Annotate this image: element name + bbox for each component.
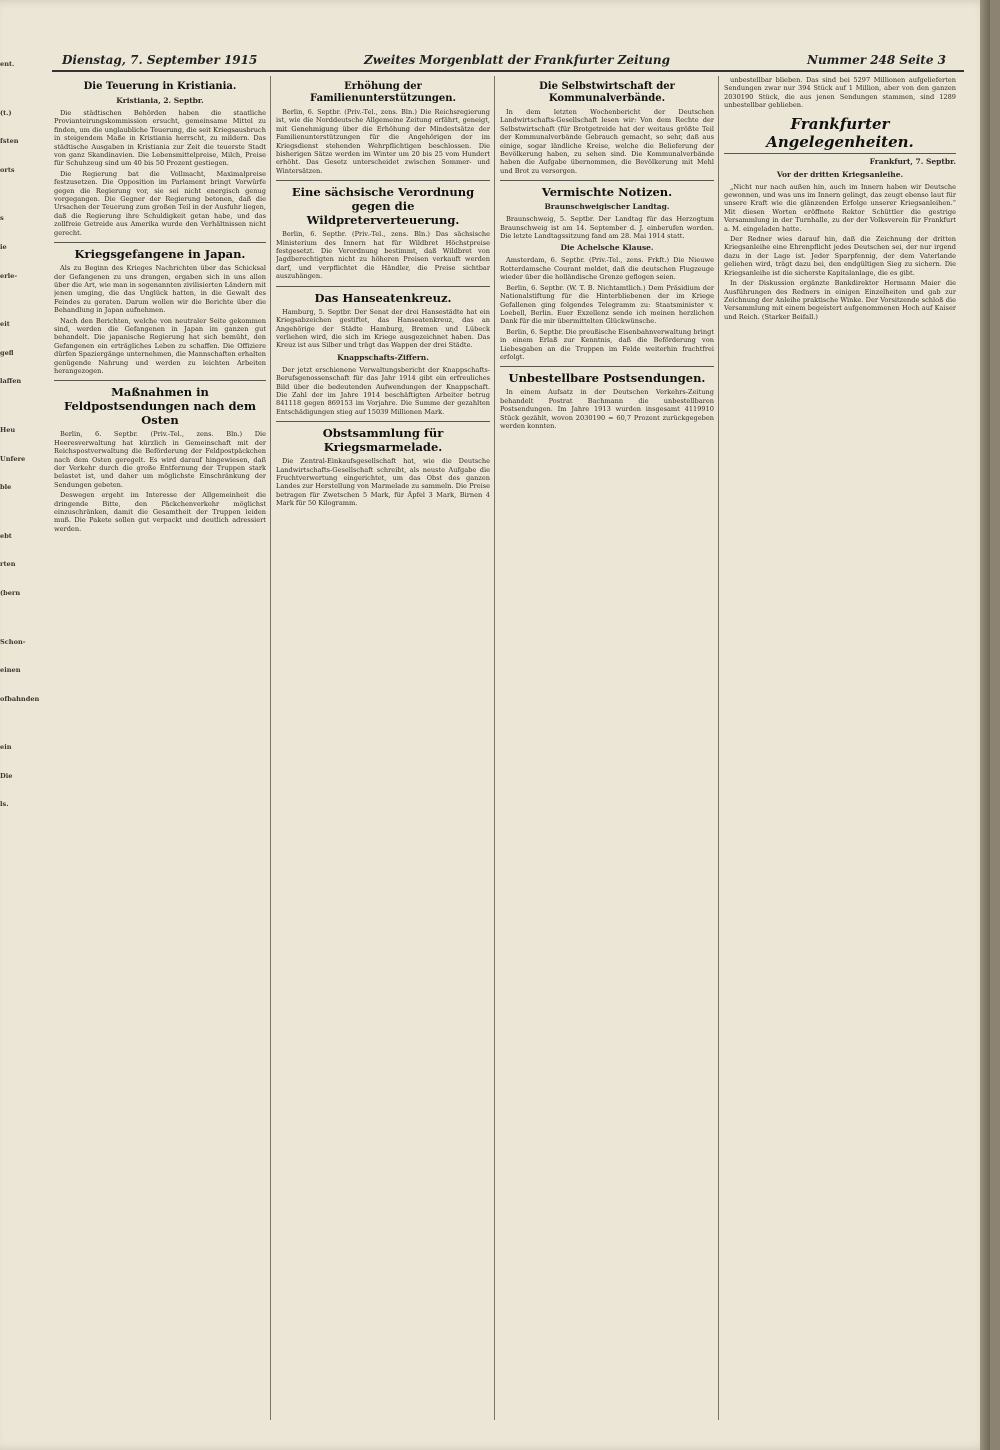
stub-fragment: Unfere bbox=[0, 454, 26, 463]
article-text: Die städtischen Behörden haben die staatliche Provianteirungskommission ersucht, gemeinsame Mittel zu finden, um die unglaubliche Teuerung, die seit Kriegsausbruch in steigendem Maße in Kristiania herrscht, zu mildern. Das städtische Ausgaben in Kristiania zur Zeit die teuerste Stadt von ganz Skandinavien. Die Lebensmittelpreise, Milch, Preise für Schuhzeug sind um 40 bis 50 Prozent gestiegen. bbox=[54, 109, 266, 168]
stub-fragment: ie bbox=[0, 242, 7, 251]
article-text: In dem letzten Wochenbericht der Deutschen Landwirtschafts-Gesellschaft lesen wir: Von dem Rechte der Selbstwirtschaft (für Brotgetreide hat der weitaus größte Teil der Kommunalverbände Gebrauch gemacht, so sehr, daß aus einige, sogar ländliche Kreise, welche die Belieferung der Bevölkerung haben, zu sehen sind. Die Kommunalverbände haben die Aufgabe übernommen, die Bevölkerung mit Mehl und Brot zu versorgen. bbox=[500, 108, 714, 175]
stub-fragment: gefl bbox=[0, 348, 14, 357]
article-heading: Erhöhung der Familienunterstützungen. bbox=[310, 81, 456, 104]
header-masthead: Zweites Morgenblatt der Frankfurter Zeitung bbox=[364, 53, 670, 67]
dateline: Kristiania, 2. Septbr. bbox=[116, 96, 204, 105]
header-rule bbox=[52, 70, 964, 72]
article-subheading: Knappschafts-Ziffern. bbox=[337, 352, 429, 362]
stub-fragment: Schon- bbox=[0, 637, 26, 646]
section-heading: Frankfurter Angelegenheiten. bbox=[724, 115, 956, 154]
column-4 bbox=[724, 76, 956, 1420]
stub-fragment: einen bbox=[0, 666, 21, 675]
article-heading: Kriegsgefangene in Japan. bbox=[54, 242, 266, 261]
article-heading: Das Hanseatenkreuz. bbox=[276, 286, 490, 305]
article-text: Berlin, 6. Septbr. (W. T. B. Nichtamtlich.) Dem Präsidium der Nationalstiftung für die Hinterbliebenen der im Kriege Gefallenen ging folgendes Telegramm zu: Staatsminister v. Loebell, Berlin. Euer Exzellenz sende ich meinen herzlichen Dank für die mir übermittelten Glückwünsche. bbox=[500, 283, 714, 326]
article-text: unbestellbar blieben. Das sind bei 5297 Millionen aufgelieferten Sendungen zwar nur 394 Stück auf 1 Million, aber von den ganzen 2030190 Stück, die aus jenen Sendungen stammen, sind 1289 unbestellbar geblieben. bbox=[724, 76, 956, 110]
stub-fragment: Heu bbox=[0, 425, 16, 434]
article-subheading: Braunschweigischer Landtag. bbox=[544, 202, 670, 212]
article-text: Berlin, 6. Septbr. (Priv.-Tel., zens. Bln.) Die Reichsregierung ist, wie die Norddeutsche Allgemeine Zeitung erfährt, geneigt, mit Genehmigung über die Erhöhung der Mindestsätze der Familienunterstützungen für die Angehörigen der im Kriegsdienst stehenden Wehrpflichtigen beschlossen. Die bisherigen Sätze werden im Winter um 20 bis 25 vom Hundert erhöht. Das Gesetz unterscheidet zwischen Sommer- und Wintersätzen. bbox=[276, 108, 490, 175]
column-divider bbox=[718, 76, 719, 1420]
article-text: Der Redner wies darauf hin, daß die Zeichnung der dritten Kriegsanleihe eine Ehrenpflicht jedes Deutschen sei, der nur irgend dazu in der Lage ist. Jeder Sparpfennig, der dem Vaterlande geliehen wird, trägt dazu bei, den endgültigen Sieg zu sichern. Die Kriegsanleihe ist die sicherste Kapitalanlage, die es gibt. bbox=[724, 235, 956, 277]
stub-fragment: ent. bbox=[0, 60, 15, 68]
article-text: Der jetzt erschienene Verwaltungsbericht der Knappschafts-Berufsgenossenschaft für das Jahr 1914 gibt ein erfreuliches Bild über die bedeutenden Aufwendungen der Knappschaft. Die Zahl der im Jahre 1914 beschäftigten Arbeiter betrug 841118 gegen 869153 im Vorjahre. Die Summe der gezahlten Entschädigungen stieg auf 15039 Millionen Mark. bbox=[276, 365, 490, 416]
header-date: Dienstag, 7. September 1915 bbox=[62, 53, 258, 67]
article-text: Deswegen ergeht im Interesse der Allgemeinheit die dringende Bitte, den Päckchenverkehr möglichst einzuschränken, damit die Gesamtheit der Truppen leiden muß. Die Pakete sollen gut verpackt und deutlich adressiert werden. bbox=[54, 491, 266, 533]
article-heading: Die Teuerung in Kristiania. bbox=[83, 81, 237, 92]
stub-fragment: orts bbox=[0, 165, 15, 174]
stub-fragment: Die bbox=[0, 771, 13, 780]
dateline: Frankfurt, 7. Septbr. bbox=[869, 156, 956, 166]
article-text: Berlin, 6. Septbr. Die preußische Eisenbahnverwaltung bringt in einem Erlaß zur Kenntnis, daß die Beförderung von Liebesgaben an die Truppen im Felde weiterhin frachtfrei erfolgt. bbox=[500, 327, 714, 361]
article-heading: Maßnahmen in Feldpostsendungen nach dem Osten bbox=[54, 380, 266, 427]
article-subheading: Die Achelsche Klause. bbox=[560, 243, 654, 253]
column-3 bbox=[500, 76, 714, 1420]
column-2 bbox=[276, 76, 490, 1420]
column-1 bbox=[54, 76, 266, 1420]
stub-fragment: ebt bbox=[0, 531, 12, 540]
article-heading: Die Selbstwirtschaft der Kommunalverbände. bbox=[539, 81, 675, 104]
article-text: Berlin, 6. Septbr. (Priv.-Tel., zens. Bln.) Die Heeresverwaltung hat kürzlich in Gemeinschaft mit der Reichspostverwaltung die Beförderung der Feldpostpäckchen nach dem Osten geregelt. Es wird darauf hingewiesen, daß der Verkehr durch die große Entfernung der Truppen stark belastet ist, und daher um möglichste Einschränkung der Sendungen gebeten. bbox=[54, 430, 266, 489]
stub-fragment: eit bbox=[0, 320, 10, 329]
article-text: In der Diskussion ergänzte Bankdirektor Hermann Maier die Ausführungen des Redners in einigen Einzelheiten und gab zur Zeichnung der Anleihe praktische Winke. Der Vorsitzende schloß die Versammlung mit einem begeistert aufgenommenen Hoch auf Kaiser und Reich. (Starker Beifall.) bbox=[724, 279, 956, 321]
stub-fragment: ls. bbox=[0, 800, 9, 809]
article-text: Amsterdam, 6. Septbr. (Priv.-Tel., zens. Frkft.) Die Nieuwe Rotterdamsche Courant meldet, daß die deutschen Flugzeuge wieder über die holländische Grenze geflogen seien. bbox=[500, 256, 714, 282]
stub-fragment: s bbox=[0, 214, 4, 223]
stub-fragment: ofbahnden bbox=[0, 694, 40, 703]
article-text: Die Zentral-Einkaufsgesellschaft hat, wie die Deutsche Landwirtschafts-Gesellschaft schreibt, als neuste Aufgabe die Fruchtverwertung eingerichtet, um das Obst des ganzen Landes zur Herstellung von Marmelade zu sammeln. Die Preise betragen für Zwetschen 5 Mark, für Äpfel 3 Mark, Birnen 4 Mark für 50 Kilogramm. bbox=[276, 457, 490, 508]
stub-fragment: ble bbox=[0, 483, 12, 492]
stub-fragment: laffen bbox=[0, 377, 22, 386]
article-text: „Nicht nur nach außen hin, auch im Innern haben wir Deutsche gewonnen, und was uns im Innern gelingt, das zeugt ebenso laut für unsere Kraft wie die glänzenden Erfolge unserer Kriegsanleihen.“ Mit diesen Worten eröffnete Rektor Schüttler die gestrige Versammlung in der Turnhalle, zu der der Volksverein für Frankfurt a. M. eingeladen hatte. bbox=[724, 182, 956, 233]
article-heading: Vermischte Notizen. bbox=[500, 180, 714, 199]
article-heading: Obstsammlung für Kriegsmarmelade. bbox=[276, 421, 490, 454]
column-divider bbox=[270, 76, 271, 1420]
article-text: In einem Aufsatz in der Deutschen Verkehrs-Zeitung behandelt Postrat Bachmann die unbestellbaren Postsendungen. Im Jahre 1913 wurden insgesamt 4119910 Stück gezählt, wovon 2030190 = 60,7 Prozent zurückgegeben werden konnten. bbox=[500, 388, 714, 430]
article-text: Hamburg, 5. Septbr. Der Senat der drei Hansestädte hat ein Kriegsabzeichen gestiftet, das Hanseatenkreuz, das an Angehörige der Städte Hamburg, Bremen und Lübeck verliehen wird, die sich im Kriege ausgezeichnet haben. Das Kreuz ist aus Silber und trägt das Wappen der drei Städte. bbox=[276, 307, 490, 350]
stub-fragment: fsten bbox=[0, 137, 19, 146]
stub-fragment: (t.) bbox=[0, 108, 12, 117]
article-text: Berlin, 6. Septbr. (Priv.-Tel., zens. Bln.) Das sächsische Ministerium des Innern hat für Wildbret Höchstpreise festgesetzt. Die Verordnung bestimmt, daß Wildbret von Jagdberechtigten nicht zu höheren Preisen verkauft werden darf, und verpflichtet die Händler, die Preise sichtbar auszuhängen. bbox=[276, 230, 490, 281]
article-text: Als zu Beginn des Krieges Nachrichten über das Schicksal der Gefangenen zu uns drangen, ergaben sich in uns allen über die Art, wie man in sogenannten zivilisierten Ländern mit jenen umging, die das Unglück hatten, in die Gewalt des Feindes zu geraten. Darum wollen wir die Berichte über die Behandlung in Japan aufnehmen. bbox=[54, 264, 266, 315]
left-page-stub bbox=[0, 60, 40, 1430]
stub-fragment: erle- bbox=[0, 271, 18, 280]
page-header bbox=[52, 50, 964, 72]
article-heading: Unbestellbare Postsendungen. bbox=[500, 366, 714, 385]
article-heading: Eine sächsische Verordnung gegen die Wildpreterverteuerung. bbox=[276, 180, 490, 227]
article-text: Braunschweig, 5. Septbr. Der Landtag für das Herzogtum Braunschweig ist am 14. September d. J. einberufen worden. Die letzte Landtagssitzung fand am 28. Mai 1914 statt. bbox=[500, 215, 714, 241]
article-text: Die Regierung bat die Vollmacht, Maximalpreise festzusetzen. Die Opposition im Parlament bringt Vorwürfe gegen die Regierung vor, sie sei nicht energisch genug vorgegangen. Die Gegner der Regierung betonen, daß die Ursachen der Teuerung zum großen Teil in der Ausfuhr liegen, daß die Regierung ihre Schuldigkeit getan habe, und das zollfreie Getreide aus Amerika wurde den Verhältnissen nicht gerecht. bbox=[54, 169, 266, 237]
column-divider bbox=[494, 76, 495, 1420]
stub-fragment: (bern bbox=[0, 588, 21, 597]
stub-fragment: ein bbox=[0, 743, 12, 752]
article-text: Nach den Berichten, welche von neutraler Seite gekommen sind, werden die Gefangenen in Japan im ganzen gut behandelt. Die japanische Regierung hat sich bemüht, den Gefangenen ein erträgliches Leben zu schaffen. Die Offiziere dürfen Spaziergänge unternehmen, die Mannschaften erhalten genügende Nahrung und werden zu leichten Arbeiten herangezogen. bbox=[54, 316, 266, 375]
header-page-number: Nummer 248 Seite 3 bbox=[806, 53, 946, 67]
stub-fragment: rten bbox=[0, 560, 16, 569]
page-edge-shadow bbox=[980, 0, 990, 1450]
article-subheading: Vor der dritten Kriegsanleihe. bbox=[776, 169, 904, 179]
